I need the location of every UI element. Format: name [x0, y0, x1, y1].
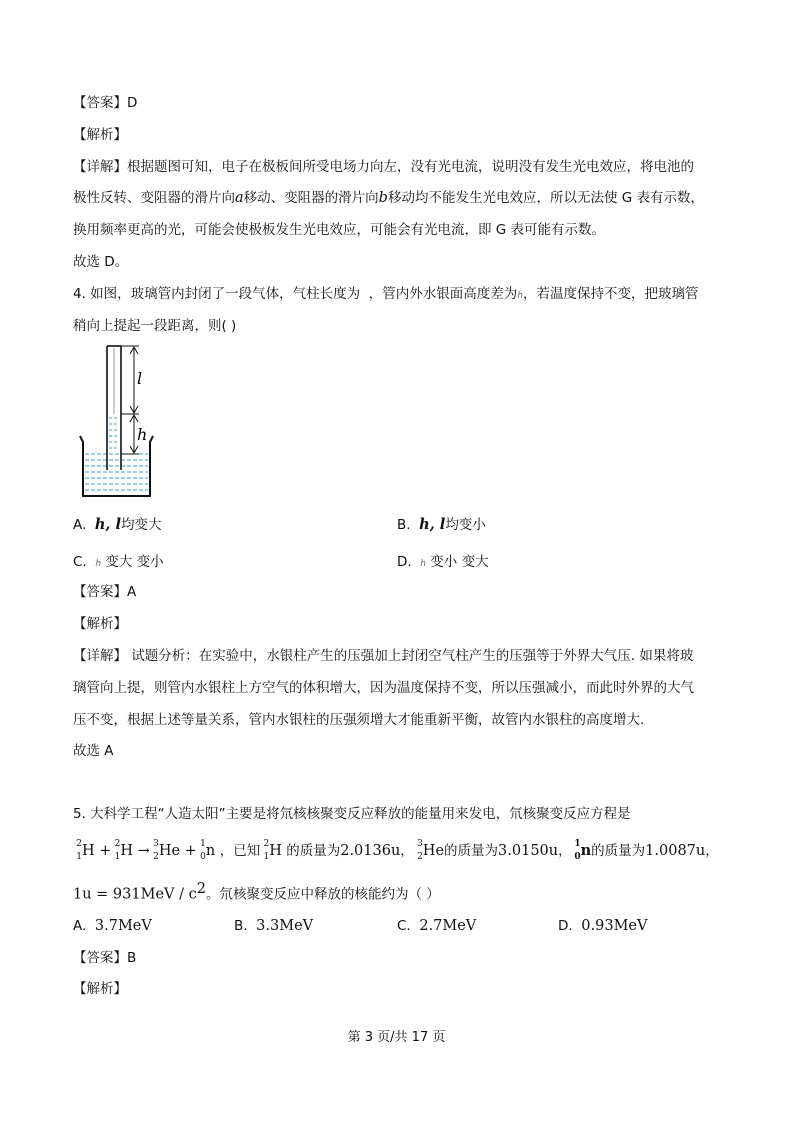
q4-analysis-heading: 【解析】: [73, 616, 127, 632]
q4-stem-line-2: 稍向上提起一段距离，则( ): [73, 318, 237, 334]
label-l: l: [137, 369, 143, 388]
q5-stem-line-1: 5. 大科学工程“人造太阳”主要是将氘核核聚变反应释放的能量用来发电，氘核聚变反应方程是: [73, 806, 631, 822]
q4-option-b[interactable]: B. h, l均变小: [397, 516, 486, 533]
q5-option-c[interactable]: C. 2.7MeV: [397, 918, 477, 934]
q4-detail-line-3: 压不变，根据上述等量关系，管内水银柱的压强须增大才能重新平衡，故管内水银柱的高度增大.: [73, 712, 645, 728]
q4-detail-line-1: 【详解】 试题分析：在实验中，水银柱产生的压强加上封闭空气柱产生的压强等于外界大气压. 如果将玻: [73, 648, 694, 664]
q4-option-d[interactable]: D. h 变小 变大: [397, 554, 489, 570]
q5-answer: 【答案】B: [73, 950, 137, 966]
q3-detail-line-3: 换用频率更高的光，可能会使极板发生光电效应，可能会有光电流，即 G 表可能有示数。: [73, 222, 606, 238]
q5-equation-line: 2 1 H + 2 1 H → 3 2 He + 1 0 n ，已知 2 1 H 的质量为2.0136u， 3 2 He的质量为3.0150u， 1 0 n的质量为1.0087u，: [73, 839, 719, 863]
q3-detail-line-2: 极性反转、变阻器的滑片向a移动、变阻器的滑片向b移动均不能发生光电效应，所以无法使 G 表有示数，: [73, 190, 704, 206]
q4-option-a[interactable]: A. h, l均变大: [73, 516, 162, 533]
q3-analysis-heading: 【解析】: [73, 127, 127, 143]
page-footer: 第 3 页/共 17 页: [347, 1030, 446, 1045]
q4-stem-line-1: 4. 如图，玻璃管内封闭了一段气体，气柱长度为 ，管内外水银面高度差为h，若温度保持不变，把玻璃管: [73, 286, 699, 302]
q5-analysis-heading: 【解析】: [73, 981, 127, 997]
fusion-equation: 2 1 H + 2 1 H → 3 2 He + 1 0 n: [76, 839, 220, 862]
q5-stem-line-3: $1u = 931MeV / c^2$。氘核聚变反应中释放的核能约为（ ）: [73, 881, 440, 903]
q3-detail-line-1: 【详解】根据题图可知，电子在极板间所受电场力向左，没有光电流，说明没有发生光电效应，将电池的: [73, 159, 694, 175]
tube-figure: [74, 344, 174, 500]
q4-conclusion: 故选 A: [73, 743, 114, 759]
label-h: h: [137, 425, 148, 444]
q5-option-d[interactable]: D. 0.93MeV: [558, 918, 648, 934]
q3-conclusion: 故选 D。: [73, 254, 129, 270]
q4-detail-line-2: 璃管向上提，则管内水银柱上方空气的体积增大，因为温度保持不变，所以压强减小，而此时外界的大气: [73, 680, 694, 696]
q5-option-a[interactable]: A. 3.7MeV: [73, 918, 152, 934]
q4-answer: 【答案】A: [73, 584, 137, 600]
q3-answer: 【答案】D: [73, 95, 138, 111]
q5-option-b[interactable]: B. 3.3MeV: [234, 918, 314, 934]
q4-option-c[interactable]: C. h 变大 变小: [73, 554, 164, 570]
